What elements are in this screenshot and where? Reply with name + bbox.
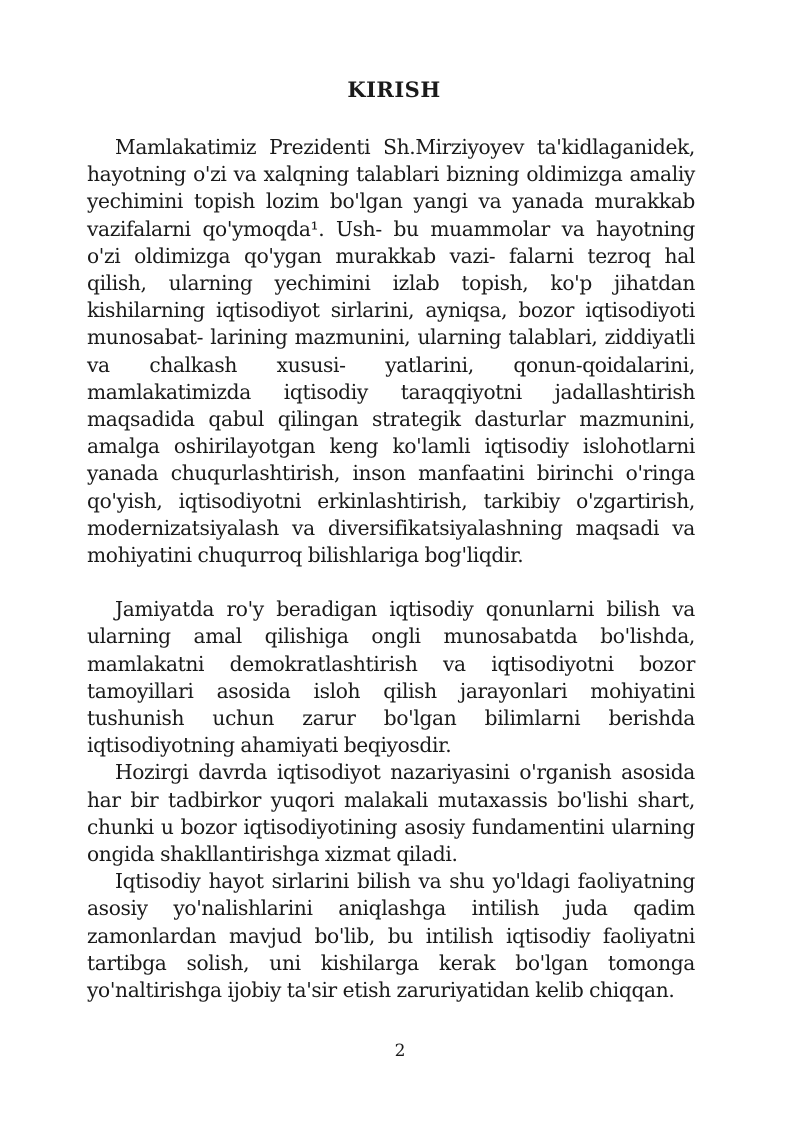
- paragraph-4: Iqtisodiy hayot sirlarini bilish va shu yo'ldagi faoliyatning asosiy yo'nalishlarini aniqlashga intilish juda qadim zamonlardan mavjud bo'lib, bu intilish iqtisodiy faoliyatni tartibga solish, uni kishilarga kerak bo'lgan tomonga yo'naltirishga ijobiy ta'sir etish zaruriyatidan kelib chiqqan.: [87, 869, 695, 1003]
- body-text: [87, 134, 695, 1004]
- paragraph-1: Mamlakatimiz Prezidenti Sh.Mirziyoyev ta'kidlaganidek, hayotning o'zi va xalqning talablari bizning oldimizga amaliy yechimini topish lozim bo'lgan yangi va yanada murakkab vazifalarni qo'ymoqda¹. Ush- bu muammolar va hayotning o'zi oldimizga qo'ygan murakkab vazi- falarni tezroq hal qilish, ularning yechimini izlab topish, ko'p jihatdan kishilarning iqtisodiyot sirlarini, ayniqsa, bozor iqtisodiyoti munosabat- larining mazmunini, ularning talablari, ziddiyatli va chalkash xususi- yatlarini, qonun-qoidalarini, mamlakatimizda iqtisodiy taraqqiyotni jadallashtirish maqsadida qabul qilingan strategik dasturlar mazmunini, amalga oshirilayotgan keng ko'lamli iqtisodiy islohotlarni yanada chuqurlashtirish, inson manfaatini birinchi o'ringa qo'yish, iqtisodiyotni erkinlashtirish, tarkibiy o'zgartirish, modernizatsiyalash va diversifikatsiyalashning maqsadi va mohiyatini chuqurroq bilishlariga bog'liqdir.: [87, 135, 695, 568]
- chapter-title: KIRISH: [347, 77, 441, 102]
- paragraph-2: Jamiyatda ro'y beradigan iqtisodiy qonunlarni bilish va ularning amal qilishiga ongli munosabatda bo'lishda, mamlakatni demokratlashtirish va iqtisodiyotni bozor tamoyillari asosida isloh qilish jarayonlari mohiyatini tushunish uchun zarur bo'lgan bilimlarni berishda iqtisodiyotning ahamiyati beqiyosdir.: [87, 597, 695, 758]
- document-page: [87, 72, 695, 1004]
- paragraph-gap: [87, 569, 695, 596]
- page-number: 2: [394, 1041, 406, 1061]
- paragraph-3: Hozirgi davrda iqtisodiyot nazariyasini o'rganish asosida har bir tadbirkor yuqori malakali mutaxassis bo'lishi shart, chunki u bozor iqtisodiyotining asosiy fundamentini ularning ongida shakllantirishga xizmat qiladi.: [87, 760, 695, 867]
